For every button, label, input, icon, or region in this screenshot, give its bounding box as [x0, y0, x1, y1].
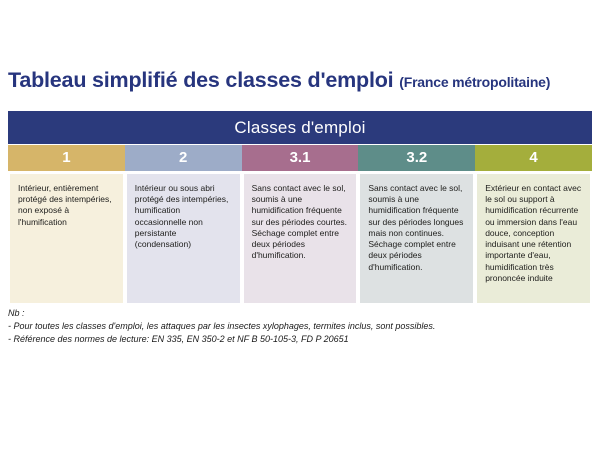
table-columns — [8, 145, 592, 303]
column-class-3-2 — [358, 145, 475, 303]
page-title-main: Tableau simplifié des classes d'emploi — [8, 68, 394, 92]
note-item-standards: - Référence des normes de lecture: EN 335, EN 350-2 et NF B 50-105-3, FD P 20651 — [8, 334, 349, 344]
column-description-4: Extérieur en contact avec le sol ou support à humidification récurrente ou immersion dans l'eau douce, conception induisant une rétention importante d'eau, humidification très prononcée induite — [477, 174, 590, 303]
column-class-2 — [125, 145, 242, 303]
notes-block — [8, 307, 592, 346]
column-description-1: Intérieur, entièrement protégé des intempéries, non exposé à l'humification — [10, 174, 123, 303]
notes-label: Nb : — [8, 308, 25, 318]
classes-table — [8, 111, 592, 303]
column-description-2: Intérieur ou sous abri protégé des intempéries, humification occasionnelle non persistante (condensation) — [127, 174, 240, 303]
column-header-3-2: 3.2 — [358, 145, 475, 171]
column-header-2: 2 — [125, 145, 242, 171]
page-title-suffix: (France métropolitaine) — [399, 74, 551, 90]
page-title — [8, 68, 550, 93]
column-class-4 — [475, 145, 592, 303]
table-header: Classes d'emploi — [8, 111, 592, 144]
column-header-3-1: 3.1 — [242, 145, 359, 171]
column-class-1 — [8, 145, 125, 303]
column-description-3-2: Sans contact avec le sol, soumis à une humidification fréquente sur des périodes longues mais non continues. Séchage complet entre deux périodes d'humification. — [360, 174, 473, 303]
column-class-3-1 — [242, 145, 359, 303]
column-description-3-1: Sans contact avec le sol, soumis à une humidification fréquente sur des périodes courtes. Séchage complet entre deux périodes d'humification. — [244, 174, 357, 303]
column-header-1: 1 — [8, 145, 125, 171]
column-header-4: 4 — [475, 145, 592, 171]
note-item-insects: - Pour toutes les classes d'emploi, les attaques par les insectes xylophages, termites inclus, sont possibles. — [8, 321, 436, 331]
